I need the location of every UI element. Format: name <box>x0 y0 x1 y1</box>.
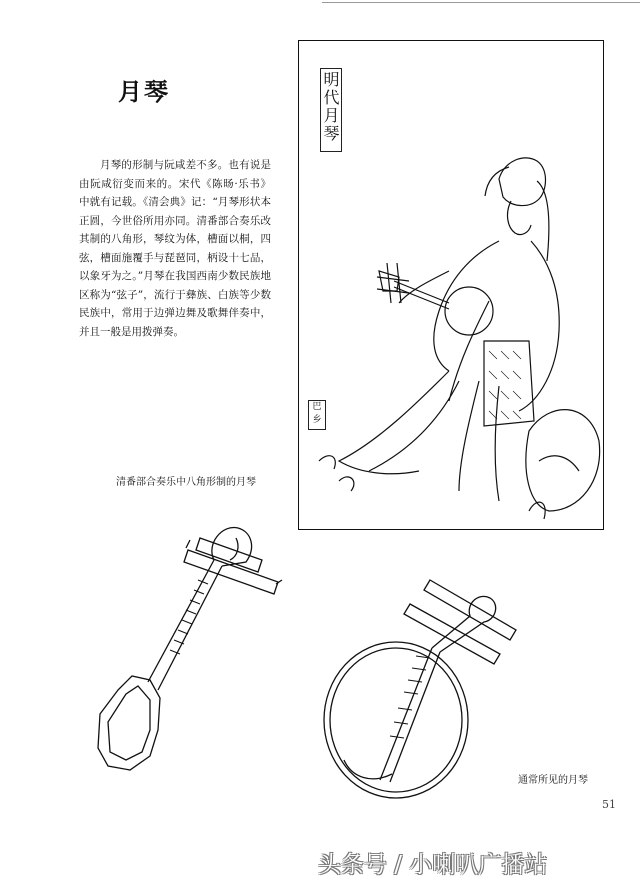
artist-seal: 巴乡 <box>308 400 326 430</box>
round-yueqin-drawing <box>324 580 516 798</box>
caption-octagonal-yueqin: 清番部合奏乐中八角形制的月琴 <box>116 477 256 488</box>
page-number: 51 <box>602 798 616 811</box>
watermark: 头条号 / 小喇叭广播站 <box>318 852 548 878</box>
figure-label-text: 明代月琴 <box>321 71 340 143</box>
page-title: 月琴 <box>118 77 170 106</box>
body-paragraph: 月琴的形制与阮咸差不多。也有说是由阮咸衍变而来的。宋代《陈旸·乐书》中就有记载。《清会典》记：“月琴形状本正圆，今世俗所用亦同。清番部合奏乐改其制的八角形，琴纹为体，槽面以桐，四弦，槽面施覆手与琵琶同，柄设十七品，以象牙为之。”月琴在我国西南少数民族地区称为“弦子”，流行于彝族、白族等少数民族中，常用于边弹边舞及歌舞伴奏中，并且一般是用拨弹奏。 <box>79 159 271 338</box>
octagonal-yueqin-drawing <box>98 527 282 770</box>
caption-round-yueqin: 通常所见的月琴 <box>518 775 588 786</box>
